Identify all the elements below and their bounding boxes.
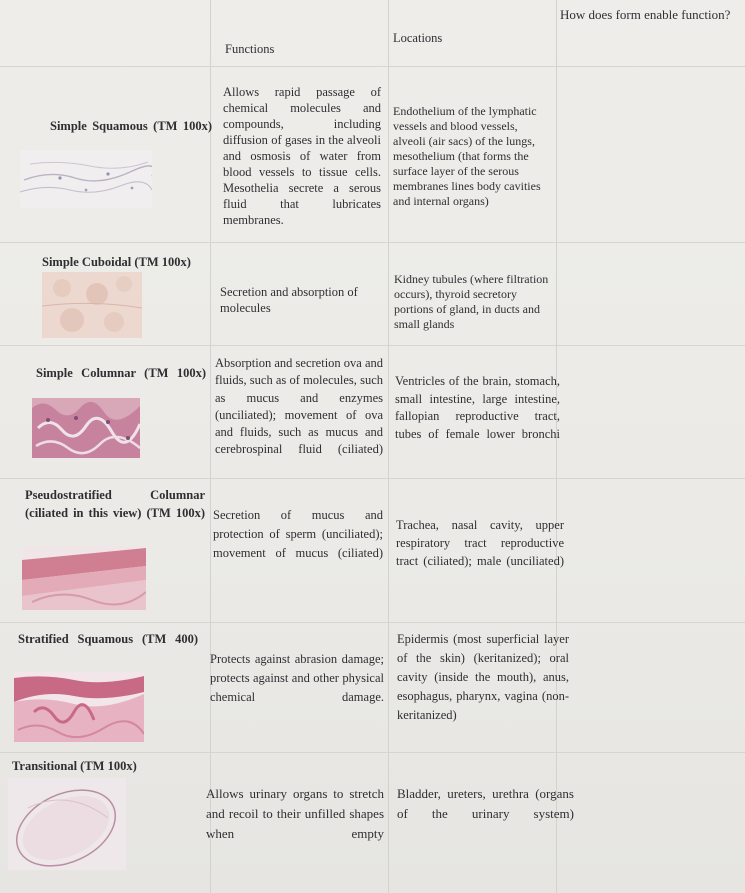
location-text: Trachea, nasal cavity, upper respiratory tract reproductive tract (ciliated); male (unciliated) (396, 518, 564, 568)
tissue-name: Pseudostratified Columnar (ciliated in this view) (TM 100x) (25, 488, 205, 520)
locations-header: Locations (393, 31, 443, 45)
question-header: How does form enable function? (560, 7, 731, 22)
function-text: Protects against abrasion damage; protects against and other physical chemical damage. (210, 652, 384, 704)
row-divider (0, 242, 745, 243)
function-text: Secretion of mucus and protection of sperm (unciliated); movement of mucus (ciliated) (213, 508, 383, 560)
micrograph-image (32, 398, 140, 458)
location-text: Epidermis (most superficial layer of the skin) (keritanized); oral cavity (inside the mouth), anus, esophagus, pharynx, vagina (non-keritanized) (397, 632, 569, 722)
micrograph-image (42, 272, 142, 338)
micrograph-image (14, 672, 144, 742)
row-divider (0, 345, 745, 346)
location-text: Endothelium of the lymphatic vessels and blood vessels, alveoli (air sacs) of the lungs, mesothelium (that forms the surface layer of the serous membranes lines body cavities and internal organs) (393, 104, 541, 208)
tissue-name: Simple Cuboidal (TM 100x) (42, 255, 191, 269)
column-divider (388, 0, 389, 893)
row-divider (0, 752, 745, 753)
micrograph-image (22, 546, 146, 610)
column-divider (556, 0, 557, 893)
row-divider (0, 66, 745, 67)
tissue-name: Transitional (TM 100x) (12, 759, 137, 773)
function-text: Secretion and absorption of molecules (220, 285, 358, 315)
row-divider (0, 622, 745, 623)
function-text: Absorption and secretion ova and fluids, such as of molecules, such as mucus and enzymes (unciliated); movement of ova and fluids, such as mucus and cerebrospinal fluid (ciliated) (215, 356, 384, 457)
tissue-name: Simple Columnar (TM 100x) (36, 366, 206, 380)
function-text: Allows rapid passage of chemical molecules and compounds, including diffusion of gases in the alveoli and osmosis of water from blood vessels to tissue cells. Mesothelia secrete a serous fluid that lubricates membranes. (223, 85, 381, 227)
micrograph-image (20, 150, 152, 208)
location-text: Kidney tubules (where filtration occurs), thyroid secretory portions of gland, in ducts and small glands (394, 272, 549, 331)
tissue-name: Simple Squamous (TM 100x) (50, 119, 212, 133)
row-divider (0, 478, 745, 479)
location-text: Ventricles of the brain, stomach, small intestine, large intestine, fallopian reproductive tract, tubes of female lower bronchi (395, 374, 560, 441)
functions-header: Functions (225, 42, 275, 56)
function-text: Allows urinary organs to stretch and recoil to their unfilled shapes when empty (206, 786, 384, 841)
location-text: Bladder, ureters, urethra (organs of the urinary system) (397, 786, 574, 821)
tissue-name: Stratified Squamous (TM 400) (18, 632, 198, 646)
micrograph-image (8, 778, 126, 870)
